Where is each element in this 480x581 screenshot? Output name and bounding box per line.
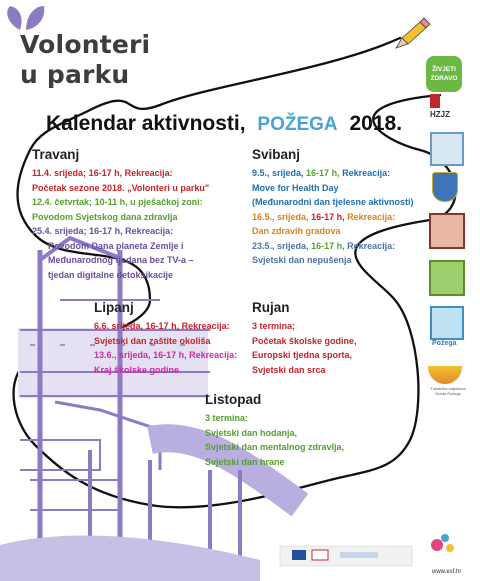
event-line: Povodom Dana planeta Zemlje i: [48, 240, 184, 251]
event-line: Međunarodnog tjedana bez TV-a –: [48, 255, 194, 265]
logo-title: [20, 30, 150, 90]
event-line: 16.5., srijeda, 16-17 h, Rekreacija:: [252, 211, 396, 222]
partner-logos: [420, 48, 476, 398]
headline-year: 2018.: [349, 112, 403, 135]
event-line: (Međunarodni dan tjelesne aktivnosti): [252, 197, 414, 207]
event-line: 6.6. srijeda, 16-17 h, Rekreacija:: [94, 321, 230, 331]
month-title-rujan: Rujan: [252, 300, 290, 315]
section-lipanj: [94, 300, 237, 377]
green-seal-icon: [429, 260, 465, 296]
event-line: Svjetski dan mentalnog zdravlja,: [205, 442, 345, 452]
city-seal-icon: [429, 213, 465, 249]
section-listopad: [205, 392, 344, 469]
event-line: Povodom Svjetskog dana zdravlja: [32, 211, 178, 222]
event-line: Kraj školske godine: [94, 364, 180, 375]
event-line: tjedan digitalne detoksikacije: [48, 269, 174, 280]
event-line: Svjetski dan srca: [252, 364, 326, 375]
event-line: Svjetski dan hodanja,: [205, 427, 298, 438]
headline-prefix: Kalendar aktivnosti,: [46, 112, 246, 135]
esf-url: www.esf.hr: [432, 569, 462, 575]
event-line: 13.6., srijeda, 16-17 h, Rekreacija:: [94, 350, 238, 360]
logo-line1: Volonteri: [20, 30, 151, 59]
event-line: Move for Health Day: [252, 182, 339, 193]
section-svibanj: [252, 147, 414, 268]
hzjz-logo-icon: [430, 94, 440, 108]
pencil-icon: [396, 18, 430, 48]
pozega-label: Požega: [432, 340, 457, 347]
event-line: 3 termina:: [205, 413, 249, 423]
event-line: 3 termina;: [252, 321, 296, 331]
event-line: Dan zdravih gradova: [252, 226, 341, 236]
month-title-lipanj: Lipanj: [94, 300, 134, 315]
event-line: Svjetski dan zaštite okoliša: [94, 335, 211, 346]
month-title-travanj: Travanj: [32, 147, 80, 162]
pozega-logo-icon: [430, 306, 464, 340]
zivjeti-zdravo-logo: ŽIVJETI ZDRAVO: [426, 56, 462, 92]
event-line: Početak školske godine,: [252, 335, 357, 346]
esf-logo-icon: [340, 552, 378, 558]
section-rujan: [252, 300, 357, 377]
event-line: 11.4. srijeda; 16-17 h, Rekreacija:: [32, 168, 173, 178]
headline: [46, 112, 402, 136]
event-line: Početak sezone 2018. „Volonteri u parku": [32, 182, 210, 193]
section-travanj: [32, 147, 209, 282]
month-title-listopad: Listopad: [205, 392, 262, 407]
tourist-board-label: Turistička zajednica Grada Požege: [430, 386, 466, 396]
event-line: 25.4. srijeda; 16-17 h, Rekreacija:: [32, 226, 174, 236]
headline-city: POŽEGA: [257, 114, 338, 135]
eu-flag-icon: [292, 550, 306, 560]
event-line: Europski tjedna sporta,: [252, 350, 353, 360]
event-line: 12.4. četvrtak; 10-11 h, u pješačkoj zoni:: [32, 197, 203, 207]
event-line: 23.5., srijeda, 16-17 h, Rekreacija:: [252, 240, 396, 251]
county-crest-icon: [432, 172, 458, 202]
leaf-icon: [7, 6, 44, 30]
bottom-right-logo-icon: [431, 534, 454, 552]
tourist-board-logo-icon: [428, 366, 462, 384]
month-title-svibanj: Svibanj: [252, 147, 301, 162]
event-line: 9.5., srijeda, 16-17 h, Rekreacija:: [252, 168, 391, 178]
hzjz-label: HZJZ: [430, 110, 450, 119]
event-line: Svjetski dan nepušenja: [252, 255, 352, 265]
event-line: Svjetski dan hrane: [205, 456, 285, 467]
seal-logo-icon: [430, 132, 464, 166]
logo-line2: u parku: [20, 60, 130, 89]
hr-flag-icon: [312, 550, 328, 560]
